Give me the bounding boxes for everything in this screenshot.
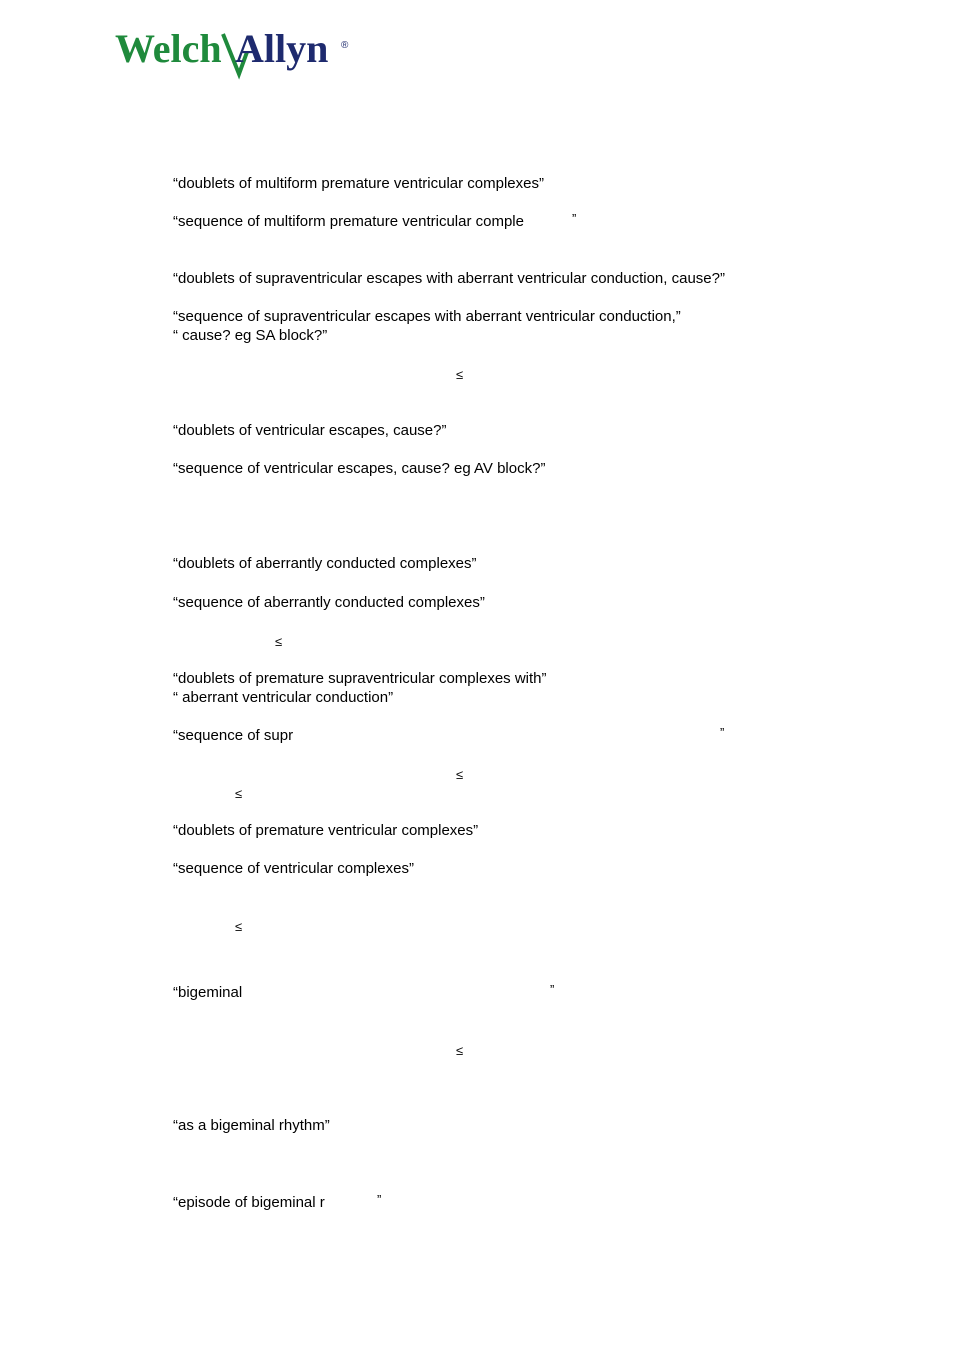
logo-registered-mark: ®: [341, 40, 349, 51]
closing-quote: ”: [572, 211, 577, 226]
text-line: “as a bigeminal rhythm”: [173, 1117, 330, 1134]
text-line: “doublets of premature ventricular complexes”: [173, 822, 479, 839]
leq-symbol: ≤: [456, 1043, 464, 1058]
leq-symbol: ≤: [275, 634, 283, 649]
closing-quote: ”: [377, 1192, 382, 1207]
leq-symbol: ≤: [235, 786, 243, 801]
logo-allyn-text: Allyn: [235, 26, 329, 71]
leq-symbol: ≤: [456, 767, 464, 782]
welch-allyn-logo: [115, 22, 355, 82]
text-line: “ cause? eg SA block?”: [173, 327, 328, 344]
text-line: “sequence of multiform premature ventricular comple: [173, 213, 524, 230]
text-line: “doublets of ventricular escapes, cause?”: [173, 422, 447, 439]
text-line: “doublets of multiform premature ventricular complexes”: [173, 175, 544, 192]
text-line: “doublets of aberrantly conducted complexes”: [173, 555, 477, 572]
text-line: “sequence of supraventricular escapes with aberrant ventricular conduction,”: [173, 308, 681, 325]
text-line: “sequence of ventricular complexes”: [173, 860, 414, 877]
text-line: “doublets of premature supraventricular complexes with”: [173, 670, 547, 687]
closing-quote: ”: [550, 982, 555, 997]
text-line: “bigeminal: [173, 984, 243, 1001]
text-line: “sequence of ventricular escapes, cause? eg AV block?”: [173, 460, 546, 477]
text-line: “sequence of supr: [173, 727, 294, 744]
text-line: “sequence of aberrantly conducted complexes”: [173, 594, 485, 611]
text-line: “episode of bigeminal r: [173, 1194, 325, 1211]
leq-symbol: ≤: [235, 919, 243, 934]
closing-quote: ”: [720, 725, 725, 740]
text-line: “ aberrant ventricular conduction”: [173, 689, 394, 706]
text-line: “doublets of supraventricular escapes with aberrant ventricular conduction, cause?”: [173, 270, 725, 287]
logo-welch-text: Welch: [115, 26, 222, 71]
leq-symbol: ≤: [456, 367, 464, 382]
